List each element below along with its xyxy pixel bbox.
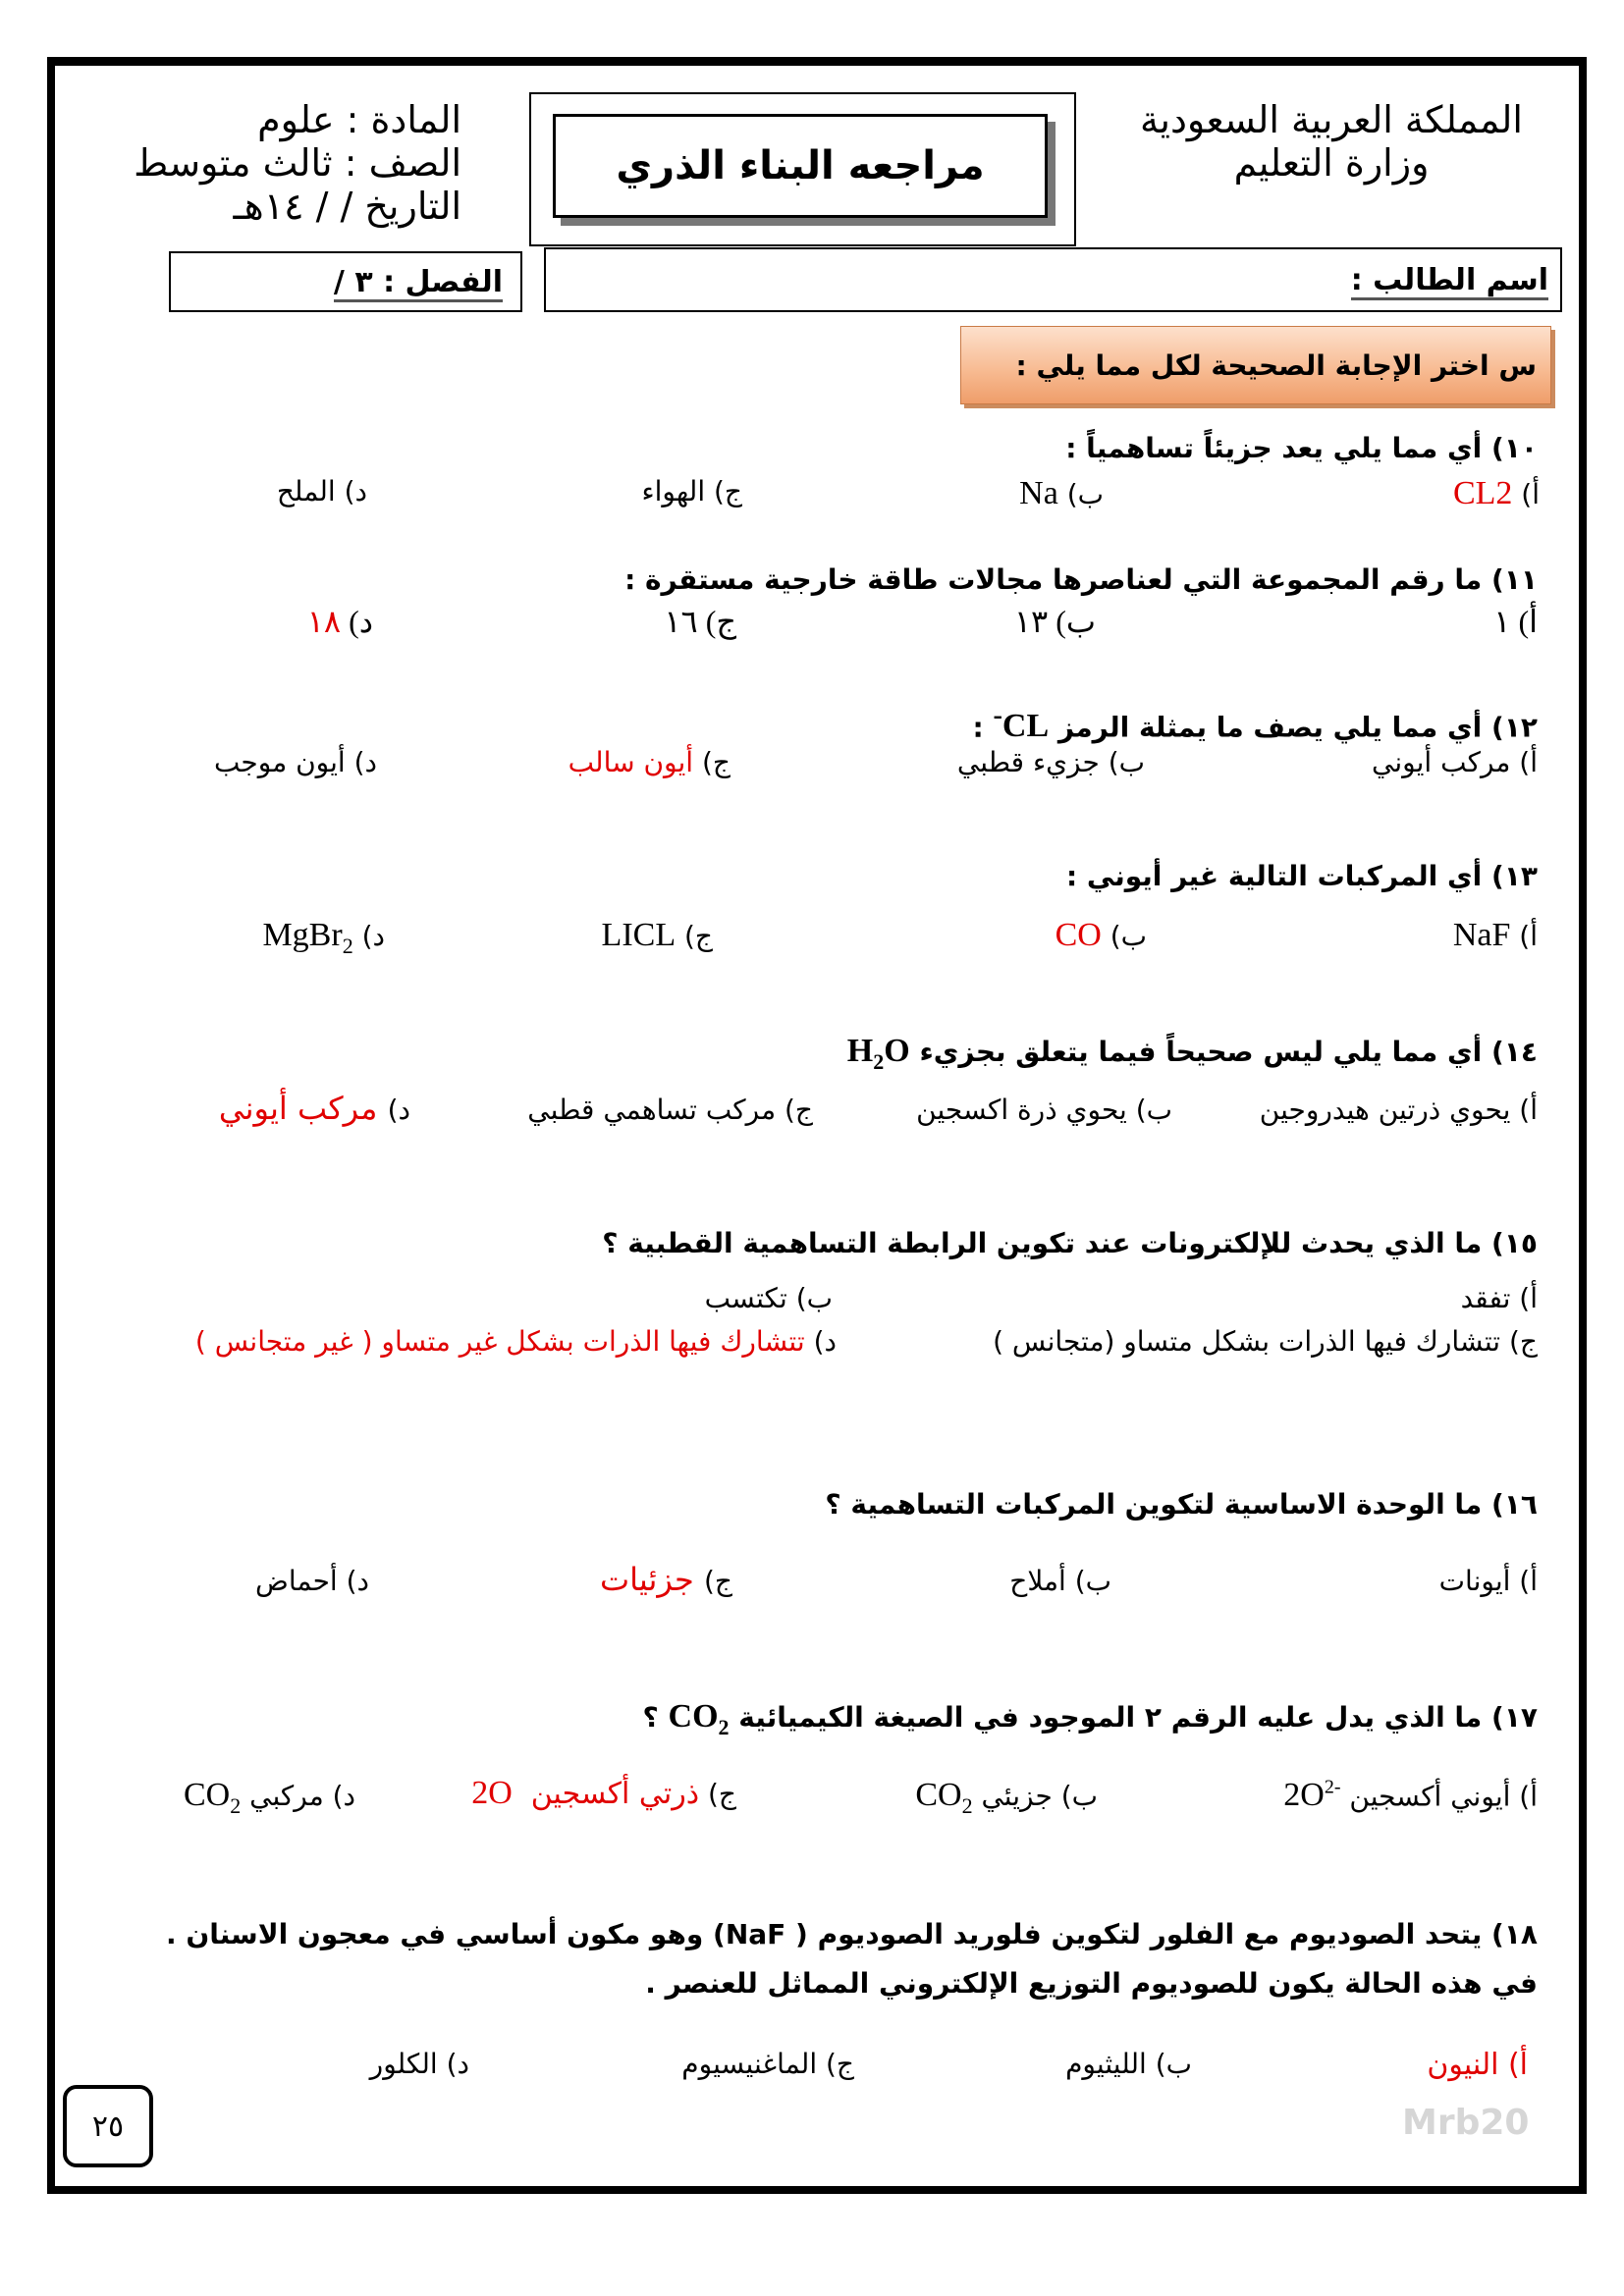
q12-c-prefix: ج) (702, 746, 731, 778)
q17-b-formula (915, 1777, 973, 1818)
q16-option-c[interactable] (600, 1561, 732, 1598)
ministry-label: وزارة التعليم (1233, 141, 1430, 185)
q14-text (847, 1033, 1538, 1075)
q18-line2: في هذه الحالة يكون للصوديوم التوزيع الإلكتروني المماثل للعنصر . (645, 1967, 1538, 2000)
q13-c-value: LICL (601, 917, 677, 953)
q12-option-d[interactable]: د) أيون موجب (213, 746, 377, 778)
q11-d-prefix: د) (349, 604, 373, 639)
q13-d-value (262, 917, 353, 958)
q17-option-b[interactable] (915, 1777, 1098, 1819)
grade-label: الصف : ثالث متوسط (134, 141, 461, 185)
q17-d-label: د) مركبي (249, 1780, 355, 1812)
q14-formula-h: H (846, 1033, 874, 1069)
q16-c-prefix: ج) (704, 1565, 732, 1597)
q17-question: ١٧) ما الذي يدل عليه الرقم ٢ الموجود في الصيغة الكيميائية (738, 1701, 1538, 1734)
q12-symbol (993, 701, 1050, 745)
q16-option-b[interactable]: ب) أملاح (1009, 1565, 1111, 1597)
q11-option-d[interactable] (307, 603, 373, 640)
q12-c-value: أيون سالب (568, 746, 694, 778)
q13-a-value: NaF (1452, 917, 1511, 953)
q18-line1: ١٨) يتحد الصوديوم مع الفلور لتكوين فلوريد الصوديوم ( NaF) وهو مكون أساسي في معجون الاسنان . (165, 1918, 1538, 1950)
q11-option-c[interactable]: ج) ١٦ (664, 604, 736, 639)
q14-formula (846, 1033, 910, 1074)
q14-formula-o: O (884, 1033, 910, 1069)
q17-formula-text: CO (668, 1698, 719, 1735)
q17-qmark: ؟ (642, 1701, 659, 1734)
q12-option-a[interactable]: أ) مركب أيوني (1372, 746, 1538, 778)
q13-option-c[interactable] (602, 917, 713, 954)
q17-c-value: ذرتي أكسجين (530, 1777, 700, 1811)
q10-option-b[interactable] (1019, 475, 1104, 512)
q18-option-a[interactable]: أ) النيون (1427, 2048, 1528, 2082)
page-number: ٢٥ (63, 2085, 153, 2167)
q10-option-a[interactable] (1453, 475, 1540, 512)
q14-option-b[interactable]: ب) يحوي ذرة اكسجين (916, 1094, 1172, 1126)
q17-option-d[interactable] (184, 1777, 355, 1819)
student-name-label: اسم الطالب : (1350, 263, 1548, 297)
q17-d-sub: 2 (230, 1792, 242, 1818)
q12-symbol-sup: - (993, 701, 1002, 731)
q13-d-prefix: د) (361, 920, 385, 952)
q15-text: ١٥) ما الذي يحدث للإلكترونات عند تكوين الرابطة التساهمية القطبية ؟ (602, 1227, 1538, 1259)
q17-option-a[interactable] (1283, 1777, 1538, 1814)
class-label: الفصل : ٣ / (333, 265, 503, 299)
q10-text: ١٠) أي مما يلي يعد جزيئاً تساهمياً : (1065, 432, 1538, 464)
q11-option-b[interactable]: ب) ١٣ (1013, 604, 1096, 639)
q17-b-sub: 2 (961, 1792, 973, 1818)
header-right (1125, 98, 1538, 185)
date-label: التاريخ / / ١٤هـ (233, 185, 461, 228)
page-title: مراجعه البناء الذري (553, 114, 1048, 218)
q12-colon: : (972, 711, 984, 744)
q11-option-a[interactable]: أ) ١ (1493, 604, 1538, 639)
q13-option-a[interactable] (1453, 917, 1538, 954)
title-box (529, 92, 1076, 246)
class-box[interactable] (169, 251, 522, 312)
q13-b-value: CO (1055, 917, 1102, 953)
q10-b-prefix: ب) (1066, 478, 1104, 510)
q12-question: ١٢) أي مما يلي يصف ما يمثلة الرمز (1057, 711, 1538, 744)
q13-d-sub: 2 (342, 933, 353, 958)
q10-b-value: Na (1019, 475, 1058, 511)
q17-b-formula-text: CO (915, 1777, 962, 1813)
q14-option-c[interactable]: ج) مركب تساهمي قطبي (527, 1094, 813, 1126)
q15-option-d[interactable] (195, 1325, 837, 1358)
q17-a-sup: 2- (1324, 1777, 1341, 1798)
q10-option-c[interactable]: ج) الهواء (641, 475, 742, 507)
q14-d-value: مركب أيوني (218, 1090, 378, 1127)
q17-d-formula (184, 1777, 242, 1818)
q13-a-prefix: أ) (1519, 920, 1538, 952)
q14-question: ١٤) أي مما يلي ليس صحيحاً فيما يتعلق بجزيء (919, 1036, 1538, 1068)
q18-option-c[interactable]: ج) الماغنيسيوم (681, 2048, 854, 2080)
instruction-banner: س اختر الإجابة الصحيحة لكل مما يلي : (960, 326, 1551, 404)
q15-option-a[interactable]: أ) تفقد (1460, 1282, 1538, 1314)
q15-d-value: تتشارك فيها الذرات بشكل غير متساو ( غير متجانس ) (194, 1325, 805, 1358)
q16-text: ١٦) ما الوحدة الاساسية لتكوين المركبات التساهمية ؟ (825, 1488, 1538, 1521)
q10-option-d[interactable]: د) الملح (276, 475, 367, 507)
q17-formula (668, 1698, 730, 1739)
q10-a-prefix: أ) (1521, 478, 1540, 510)
q13-b-prefix: ب) (1110, 920, 1147, 952)
q14-formula-sub: 2 (873, 1048, 885, 1074)
q17-text (643, 1698, 1538, 1740)
q12-option-b[interactable]: ب) جزيء قطبي (956, 746, 1145, 778)
q13-c-prefix: ج) (684, 920, 713, 952)
kingdom-label: المملكة العربية السعودية (1140, 98, 1523, 141)
q13-option-b[interactable] (1056, 917, 1147, 954)
q17-d-formula-text: CO (184, 1777, 231, 1813)
q18-option-b[interactable]: ب) الليثيوم (1065, 2048, 1192, 2080)
q17-a-label: أ) أيوني أكسجين (1349, 1780, 1538, 1813)
q14-d-prefix: د) (387, 1094, 410, 1126)
q15-d-prefix: د) (813, 1325, 837, 1358)
header-left (118, 98, 461, 228)
q17-c-formula: 2O (471, 1775, 513, 1811)
q14-option-a[interactable]: أ) يحوي ذرتين هيدروجين (1259, 1094, 1538, 1126)
q16-option-a[interactable]: أ) أيونات (1438, 1565, 1538, 1597)
watermark: Mrb20 (1402, 2103, 1530, 2143)
q13-text: ١٣) أي المركبات التالية غير أيوني : (1065, 860, 1538, 892)
subject-label: المادة : علوم (257, 98, 461, 141)
q12-option-c[interactable] (568, 746, 731, 778)
q15-option-c[interactable]: ج) تتشارك فيها الذرات بشكل متساو (متجانس ) (993, 1325, 1538, 1358)
q16-option-d[interactable]: د) أحماض (255, 1565, 369, 1597)
q11-text: ١١) ما رقم المجموعة التي لعناصرها مجالات طاقة خارجية مستقرة : (624, 563, 1538, 596)
q13-d-formula: MgBr (262, 917, 343, 953)
q12-symbol-text: CL (1001, 708, 1050, 745)
q17-formula-sub: 2 (718, 1714, 730, 1739)
q12-text (973, 701, 1538, 745)
q14-option-d[interactable] (219, 1090, 410, 1127)
q17-option-c[interactable] (471, 1775, 736, 1812)
q17-b-label: ب) جزيئي (981, 1780, 1098, 1812)
q11-d-value: ١٨ (306, 604, 342, 639)
q13-option-d[interactable] (262, 917, 385, 959)
q17-a-formula-text: 2O (1283, 1777, 1325, 1814)
q15-option-b[interactable]: ب) تكتسب (704, 1282, 833, 1314)
q17-a-formula (1283, 1777, 1340, 1813)
q16-c-value: جزئيات (599, 1561, 694, 1598)
q18-option-d[interactable]: د) الكلور (369, 2048, 469, 2080)
student-name-box[interactable] (544, 247, 1562, 312)
q10-a-value: CL2 (1452, 475, 1513, 511)
q17-c-prefix: ج) (708, 1778, 736, 1810)
